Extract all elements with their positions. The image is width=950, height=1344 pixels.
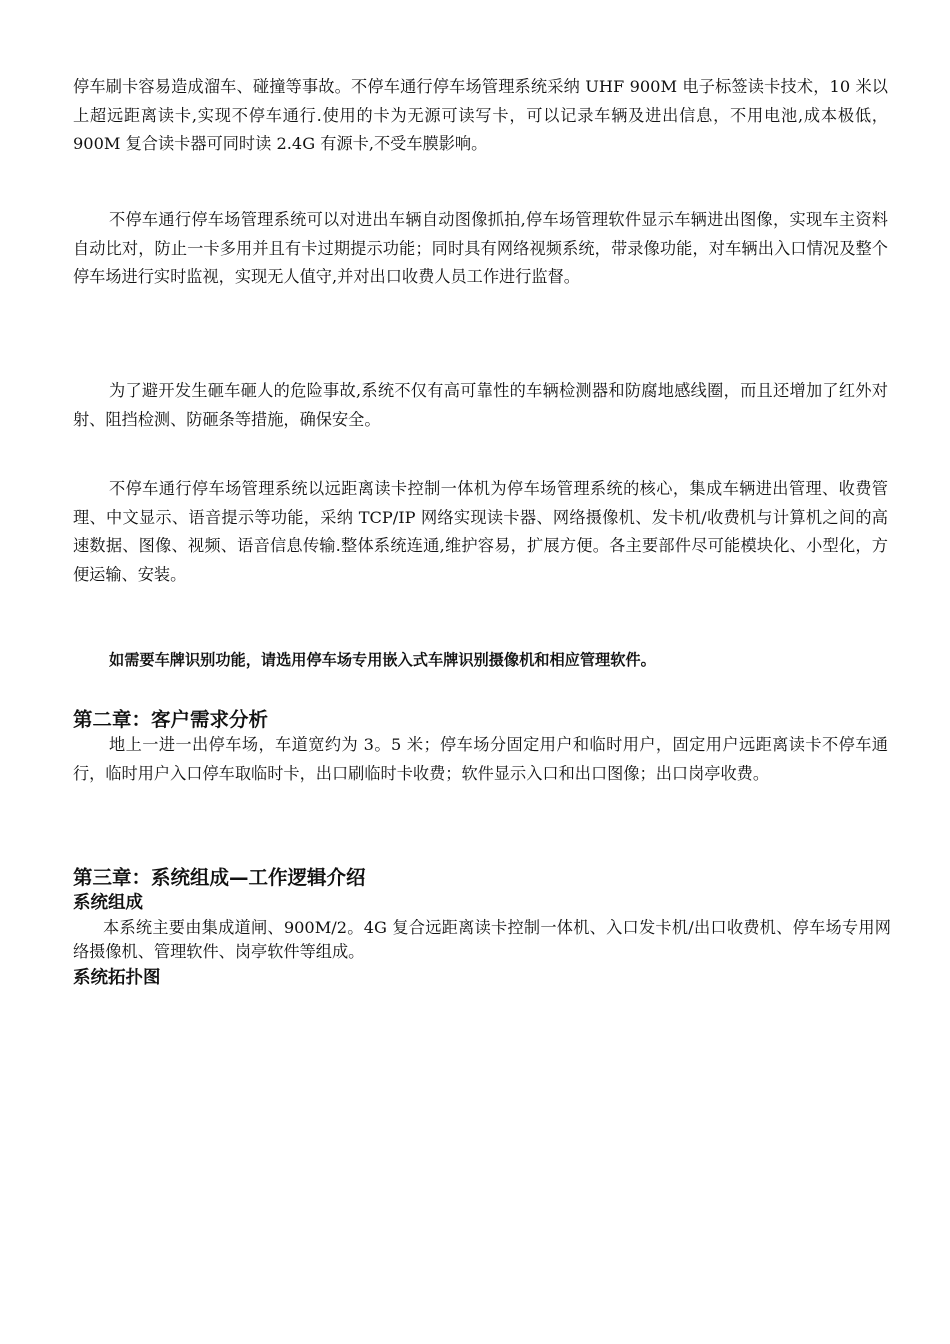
chapter-2-title: 第二章：客户需求分析 <box>73 708 269 731</box>
paragraph-system-core: 不停车通行停车场管理系统以远距离读卡控制一体机为停车场管理系统的核心，集成车辆进出管理、收费管理、中文显示、语音提示等功能，采纳 TCP/IP 网络实现读卡器、网络摄像机、发卡机/收费机与计算机之间的高速数据、图像、视频、语音信息传输.整体系统连通,维护容易，扩展方便。各主要部件尽可能模块化、小型化，方便运输、安装。 <box>73 479 888 584</box>
section-system-composition-title: 系统组成 <box>73 893 143 913</box>
section-topology-title: 系统拓扑图 <box>73 968 161 988</box>
chapter-3-title: 第三章：系统组成—工作逻辑介绍 <box>73 866 366 889</box>
paragraph-intro: 停车刷卡容易造成溜车、碰撞等事故。不停车通行停车场管理系统采纳 UHF 900M 电子标签读卡技术，10 米以上超远距离读卡,实现不停车通行.使用的卡为无源可读写卡，可以记录车辆及进出信息，不用电池,成本极低，900M 复合读卡器可同时读 2.4G 有源卡,不受车膜影响。 <box>73 77 888 153</box>
paragraph-safety: 为了避开发生砸车砸人的危险事故,系统不仅有高可靠性的车辆检测器和防腐地感线圈，而且还增加了红外对射、阻挡检测、防砸条等措施，确保安全。 <box>73 381 888 429</box>
paragraph-image-capture: 不停车通行停车场管理系统可以对进出车辆自动图像抓拍,停车场管理软件显示车辆进出图像，实现车主资料自动比对，防止一卡多用并且有卡过期提示功能；同时具有网络视频系统，带录像功能，对车辆出入口情况及整个停车场进行实时监视，实现无人值守,并对出口收费人员工作进行监督。 <box>73 210 888 286</box>
section-system-composition-body: 本系统主要由集成道闸、900M/2。4G 复合远距离读卡控制一体机、入口发卡机/出口收费机、停车场专用网络摄像机、管理软件、岗亭软件等组成。 <box>73 918 891 961</box>
chapter-2-body: 地上一进一出停车场，车道宽约为 3。5 米；停车场分固定用户和临时用户，固定用户远距离读卡不停车通行，临时用户入口停车取临时卡，出口刷临时卡收费；软件显示入口和出口图像；出口岗亭收费。 <box>73 735 888 783</box>
plate-recognition-note: 如需要车牌识别功能，请选用停车场专用嵌入式车牌识别摄像机和相应管理软件。 <box>109 651 656 669</box>
